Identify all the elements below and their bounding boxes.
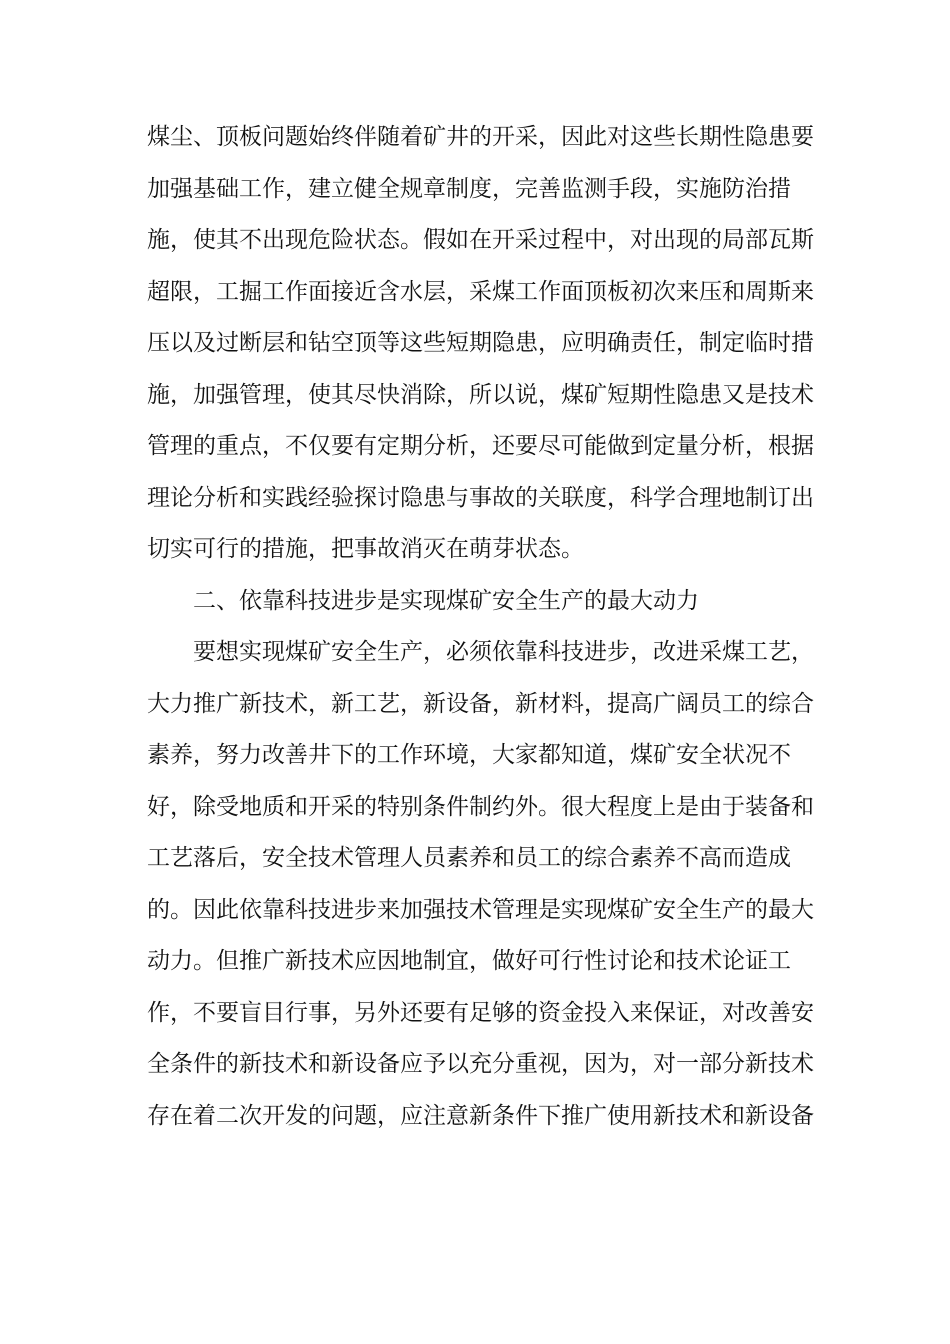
text-line: 煤尘、顶板问题始终伴随着矿井的开采，因此对这些长期性隐患要 <box>147 124 814 150</box>
text-line: 大力推广新技术，新工艺，新设备，新材料，提高广阔员工的综合 <box>147 690 814 717</box>
text-line: 加强基础工作，建立健全规章制度，完善监测手段，实施防治措 <box>147 175 791 202</box>
text-line: 作，不要盲目行事，另外还要有足够的资金投入来保证，对改善安 <box>147 999 814 1026</box>
text-line: 管理的重点，不仅要有定期分析，还要尽可能做到定量分析，根据 <box>147 433 814 459</box>
paragraph-1 <box>147 115 814 579</box>
text-line: 的。因此依靠科技进步来加强技术管理是实现煤矿安全生产的最大 <box>147 896 814 923</box>
text-line: 超限，工掘工作面接近含水层，采煤工作面顶板初次来压和周斯来 <box>147 278 814 305</box>
text-line: 施，使其不出现危险状态。假如在开采过程中，对出现的局部瓦斯 <box>147 227 814 253</box>
text-line: 要想实现煤矿安全生产，必须依靠科技进步，改进采煤工艺， <box>193 639 814 665</box>
heading-line: 二、依靠科技进步是实现煤矿安全生产的最大动力 <box>193 587 699 614</box>
text-line: 动力。但推广新技术应因地制宜，做好可行性讨论和技术论证工 <box>147 948 791 974</box>
document-body <box>147 115 814 1145</box>
text-line: 好，除受地质和开采的特别条件制约外。很大程度上是由于装备和 <box>147 793 814 820</box>
text-line: 切实可行的措施，把事故消灭在萌芽状态。 <box>147 536 584 562</box>
text-line: 工艺落后，安全技术管理人员素养和员工的综合素养不高而造成 <box>147 845 791 871</box>
text-line: 全条件的新技术和新设备应予以充分重视，因为，对一部分新技术 <box>147 1051 814 1077</box>
section-heading <box>147 579 807 631</box>
text-line: 素养，努力改善井下的工作环境，大家都知道，煤矿安全状况不 <box>147 742 791 768</box>
text-line: 理论分析和实践经验探讨隐患与事故的关联度，科学合理地制订出 <box>147 484 814 511</box>
text-line: 存在着二次开发的问题，应注意新条件下推广使用新技术和新设备 <box>147 1102 814 1129</box>
paragraph-2 <box>147 630 814 1145</box>
text-line: 压以及过断层和钻空顶等这些短期隐患，应明确责任，制定临时措 <box>147 330 814 356</box>
text-line: 施，加强管理，使其尽快消除，所以说，煤矿短期性隐患又是技术 <box>147 381 814 408</box>
